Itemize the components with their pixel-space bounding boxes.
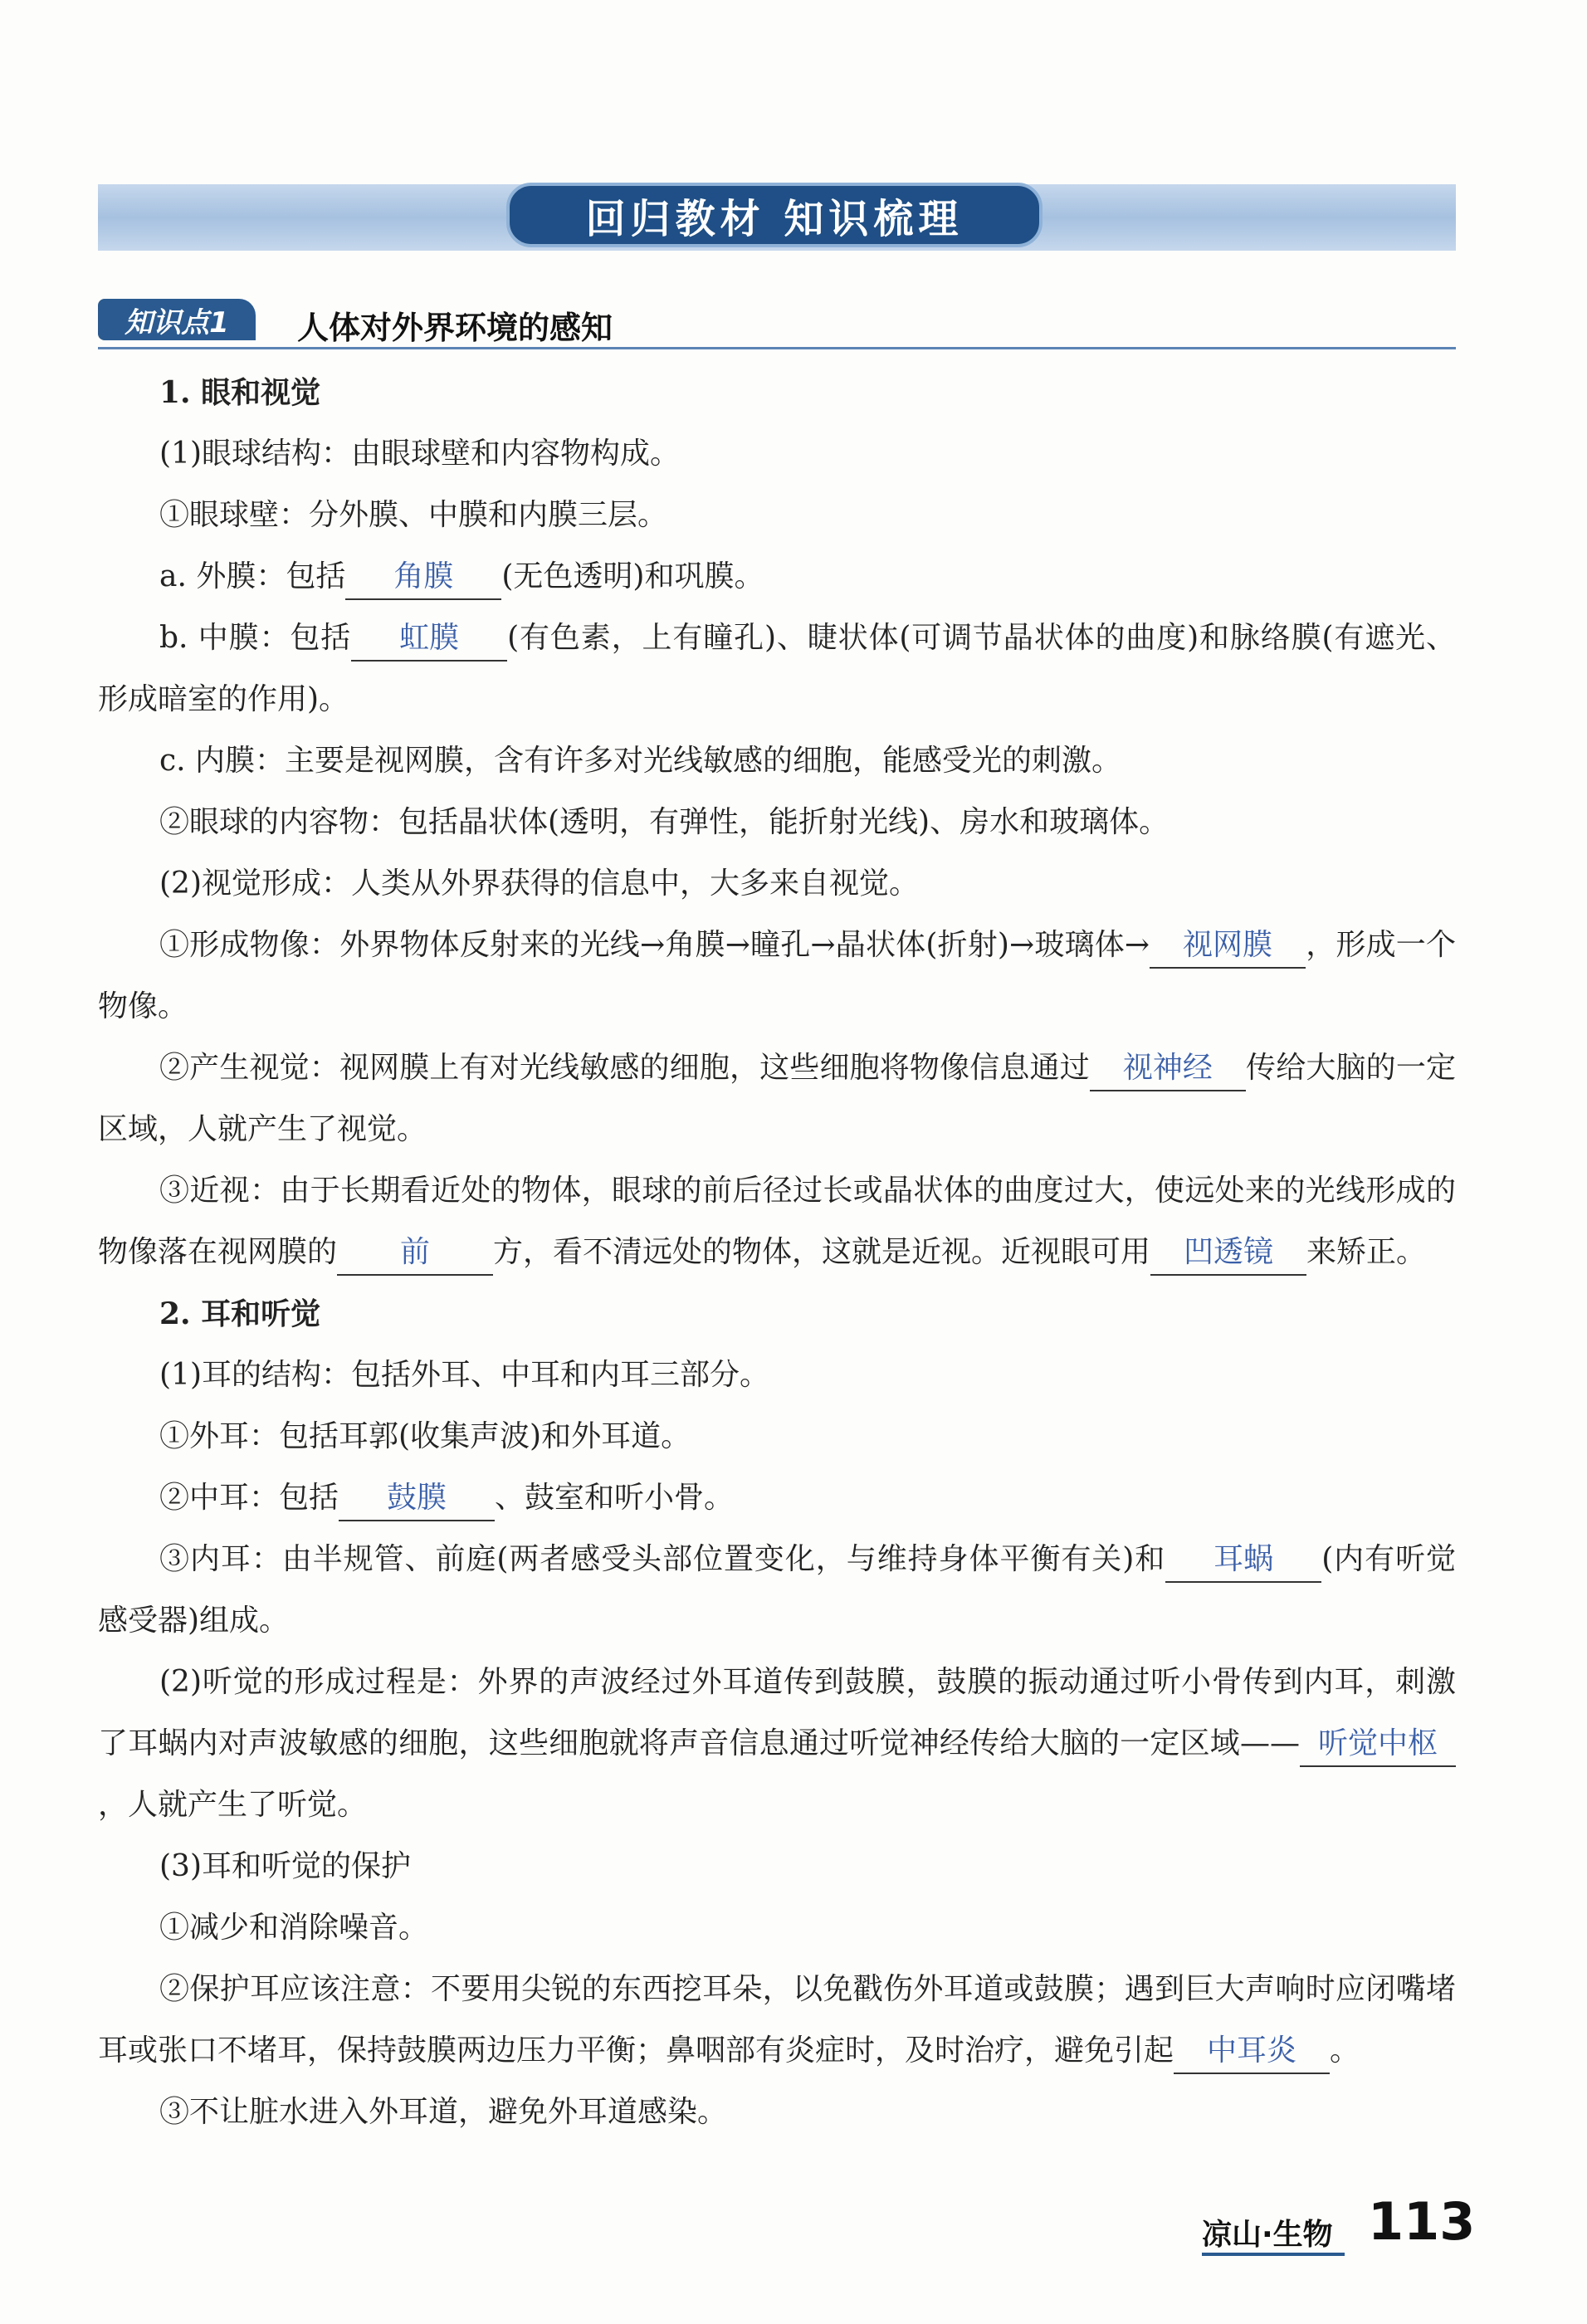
section-heading-ear: 2. 耳和听觉 bbox=[159, 1296, 321, 1331]
fill-blank-answer: 耳蜗 bbox=[1165, 1538, 1321, 1583]
fill-blank-answer: 中耳炎 bbox=[1174, 2029, 1330, 2074]
text-run: ②保护耳应该注意：不要用尖锐的东西挖耳朵，以免戳伤外耳道或鼓膜；遇到巨大声响时应闭嘴堵耳或张口不堵耳，保持鼓膜两边压力平衡；鼻咽部有炎症时，及时治疗，避免引起 bbox=[98, 1972, 1456, 2068]
paragraph: ②眼球的内容物：包括晶状体(透明，有弹性，能折射光线)、房水和玻璃体。 bbox=[159, 805, 1169, 839]
paragraph: ①外耳：包括耳郭(收集声波)和外耳道。 bbox=[159, 1419, 691, 1453]
text-run: ②中耳：包括 bbox=[159, 1481, 339, 1515]
text-run: ③内耳：由半规管、前庭(两者感受头部位置变化，与维持身体平衡有关)和 bbox=[159, 1542, 1166, 1576]
fill-blank-answer: 鼓膜 bbox=[339, 1477, 495, 1521]
paragraph bbox=[98, 608, 1456, 730]
section-title: 回归教材 知识梳理 bbox=[506, 183, 1043, 247]
fill-blank-answer: 前 bbox=[337, 1231, 493, 1276]
text-run: (无色透明)和巩膜。 bbox=[501, 559, 764, 593]
paragraph bbox=[98, 1652, 1456, 1836]
paragraph: (3)耳和听觉的保护 bbox=[159, 1849, 411, 1883]
fill-blank-answer: 听觉中枢 bbox=[1300, 1722, 1456, 1767]
text-run: 方，看不清远处的物体，这就是近视。近视眼可用 bbox=[493, 1235, 1151, 1269]
text-run: 。 bbox=[1330, 2034, 1360, 2068]
paragraph bbox=[98, 546, 1456, 608]
fill-blank-answer: 角膜 bbox=[345, 555, 501, 600]
text-run: ，人就产生了听觉。 bbox=[98, 1788, 368, 1822]
paragraph: ③不让脏水进入外耳道，避免外耳道感染。 bbox=[159, 2095, 728, 2129]
text-run: ②产生视觉：视网膜上有对光线敏感的细胞，这些细胞将物像信息通过 bbox=[159, 1051, 1090, 1085]
paragraph bbox=[98, 1038, 1456, 1160]
knowledge-point-title: 人体对外界环境的感知 bbox=[297, 310, 613, 346]
paragraph: (2)视觉形成：人类从外界获得的信息中，大多来自视觉。 bbox=[159, 867, 919, 901]
paragraph: (1)眼球结构：由眼球壁和内容物构成。 bbox=[159, 437, 680, 471]
main-content bbox=[98, 362, 1456, 2143]
fill-blank-answer: 视网膜 bbox=[1150, 924, 1306, 969]
text-run: b. 中膜：包括 bbox=[159, 621, 352, 655]
paragraph bbox=[98, 915, 1456, 1038]
paragraph: ①减少和消除噪音。 bbox=[159, 1911, 429, 1945]
paragraph: (1)耳的结构：包括外耳、中耳和内耳三部分。 bbox=[159, 1358, 769, 1392]
page-number: 113 bbox=[1368, 2191, 1476, 2252]
text-run: (有色素，上有瞳孔)、睫状体(可调节晶状体的曲度)和脉络膜(有遮光、形成暗室的作用)。 bbox=[98, 621, 1456, 716]
paragraph: c. 内膜：主要是视网膜，含有许多对光线敏感的细胞，能感受光的刺激。 bbox=[159, 744, 1122, 778]
text-run: 、鼓室和听小骨。 bbox=[495, 1481, 735, 1515]
knowledge-point-badge: 知识点1 bbox=[98, 299, 256, 340]
knowledge-point-header bbox=[98, 299, 1456, 349]
fill-blank-answer: 凹透镜 bbox=[1150, 1231, 1306, 1276]
text-run: (内有听觉感受器)组成。 bbox=[98, 1542, 1457, 1638]
fill-blank-answer: 虹膜 bbox=[351, 617, 507, 662]
footer-label: 凉山·生物 bbox=[1202, 2218, 1333, 2252]
text-run: ①形成物像：外界物体反射来的光线→角膜→瞳孔→晶状体(折射)→玻璃体→ bbox=[159, 928, 1150, 962]
text-run: ，形成一个物像。 bbox=[98, 928, 1456, 1023]
fill-blank-answer: 视神经 bbox=[1090, 1047, 1246, 1091]
section-heading-eye: 1. 眼和视觉 bbox=[159, 375, 321, 410]
paragraph bbox=[98, 1959, 1456, 2082]
text-run: 传给大脑的一定区域，人就产生了视觉。 bbox=[98, 1051, 1456, 1146]
paragraph: ①眼球壁：分外膜、中膜和内膜三层。 bbox=[159, 498, 668, 532]
text-run: a. 外膜：包括 bbox=[159, 559, 346, 593]
paragraph bbox=[98, 1529, 1456, 1652]
text-run: ③近视：由于长期看近处的物体，眼球的前后径过长或晶状体的曲度过大，使远处来的光线形成的物像落在视网膜的 bbox=[98, 1174, 1456, 1269]
paragraph bbox=[98, 1467, 1456, 1529]
footer-underline bbox=[1202, 2253, 1345, 2256]
text-run: (2)听觉的形成过程是：外界的声波经过外耳道传到鼓膜，鼓膜的振动通过听小骨传到内耳，刺激了耳蜗内对声波敏感的细胞，这些细胞就将声音信息通过听觉神经传给大脑的一定区域—— bbox=[98, 1665, 1456, 1760]
text-run: 来矫正。 bbox=[1306, 1235, 1427, 1269]
paragraph bbox=[98, 1160, 1456, 1283]
